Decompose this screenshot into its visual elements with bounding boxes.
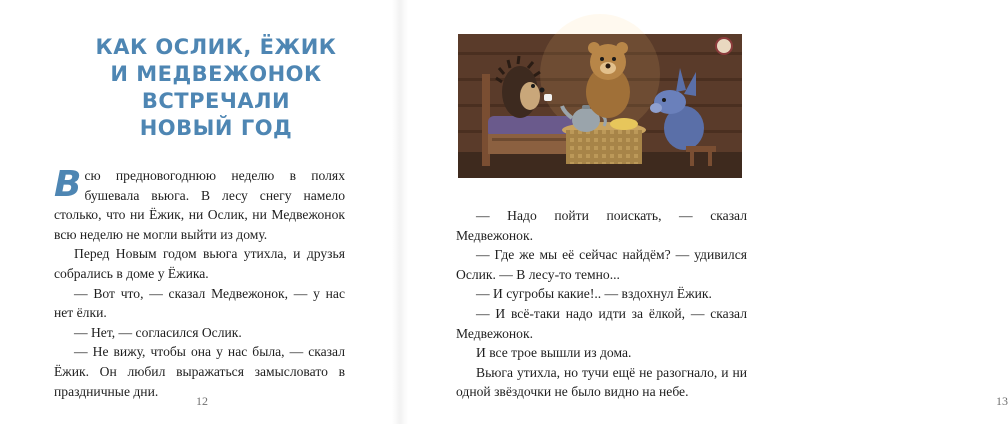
- title-line: И МЕДВЕЖОНОК ВСТРЕЧАЛИ: [110, 62, 322, 113]
- drop-cap: В: [54, 164, 82, 205]
- story-illustration: [458, 34, 742, 178]
- page-number: 13: [996, 394, 1008, 408]
- paragraph: — И всё-таки надо идти за ёлкой, — сказал Медвежонок.: [456, 305, 747, 341]
- paragraph: И все трое вышли из дома.: [476, 345, 632, 361]
- paragraph: — Вот что, — сказал Медвежонок, — у нас нет ёлки.: [54, 285, 345, 321]
- left-page: [0, 0, 400, 424]
- title-line: НОВЫЙ ГОД: [139, 116, 293, 140]
- right-page-text: [456, 206, 747, 402]
- paragraph: — И сугробы какие!.. — вздохнул Ёжик.: [476, 286, 712, 302]
- title-line: КАК ОСЛИК, ЁЖИК: [95, 35, 337, 59]
- left-page-text: [54, 166, 345, 401]
- clock-icon: [716, 38, 732, 54]
- paragraph: — Не вижу, чтобы она у нас была, — сказал Ёжик. Он любил выражаться замысловато в праздничные дни.: [54, 344, 345, 399]
- paragraph: — Нет, — согласился Ослик.: [74, 324, 242, 340]
- illustration-scene: [458, 34, 742, 178]
- paragraph: [54, 166, 345, 244]
- bowl: [610, 118, 638, 130]
- paragraph-text: сю предновогоднюю неделю в полях бушевала вьюга. В лесу снегу намело столько, что ни Ёжик, ни Ослик, ни Медвежонок всю неделю не могли выйти из дому.: [54, 168, 345, 242]
- paragraph: — Где же мы её сейчас найдём? — удивился Ослик. — В лесу-то темно...: [456, 247, 747, 282]
- bear-cub: [586, 42, 630, 118]
- page-number: 12: [196, 394, 208, 408]
- paragraph: — Надо пойти поискать, — сказал Медвежонок.: [456, 208, 747, 243]
- paragraph: Вьюга утихла, но тучи ещё не разогнало, и ни одной звёздочки не было видно на небе.: [456, 364, 747, 400]
- story-title: [56, 34, 376, 142]
- paragraph: Перед Новым годом вьюга утихла, и друзья собрались в доме у Ёжика.: [54, 246, 345, 281]
